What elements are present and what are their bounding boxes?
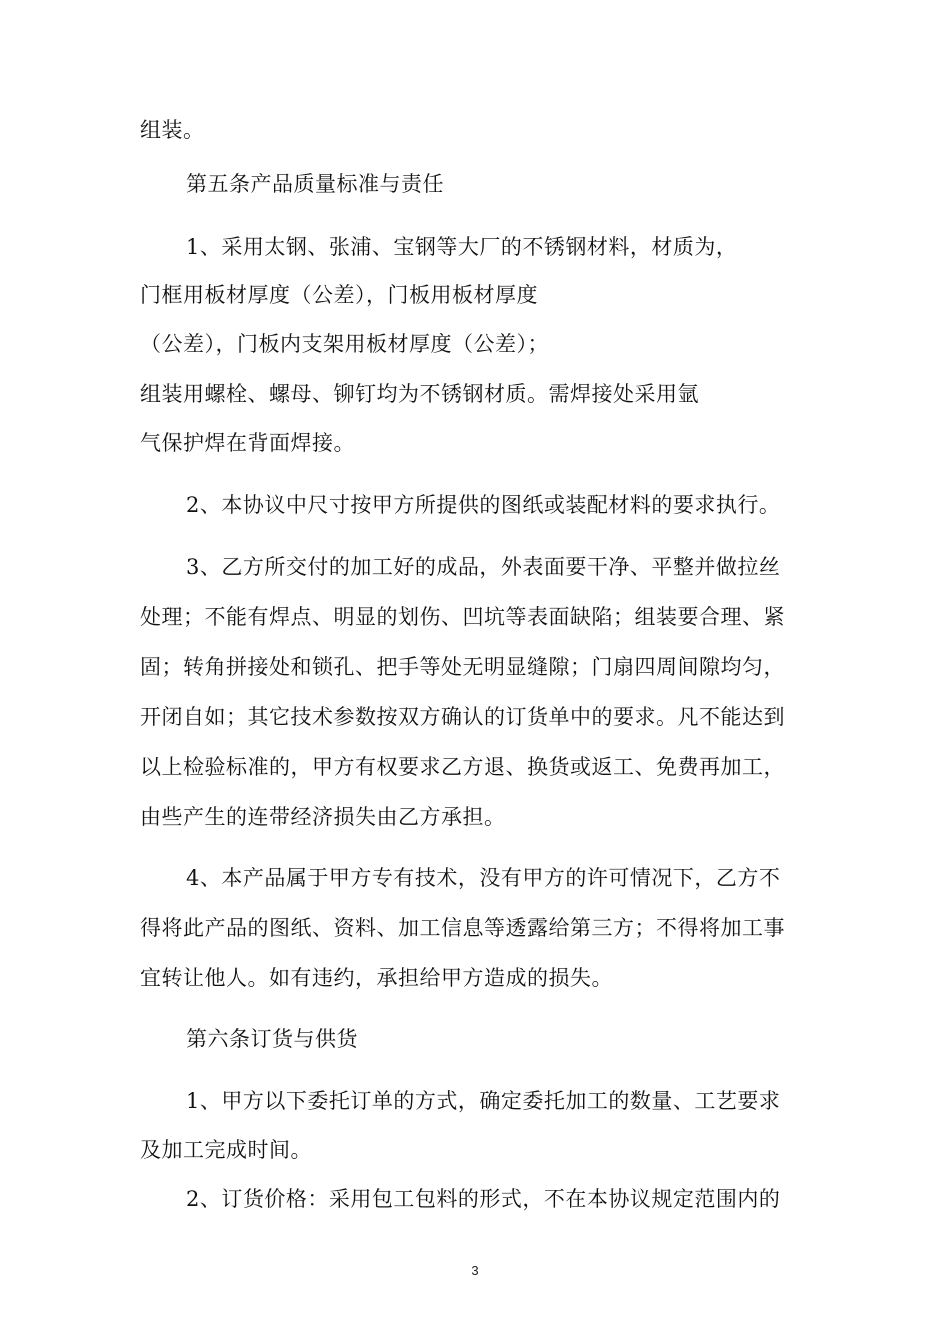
text-line: 气保护焊在背面焊接。	[140, 431, 355, 455]
text-line: 以上检验标准的，甲方有权要求乙方退、换货或返工、免费再加工，	[140, 755, 785, 779]
text-line: 及加工完成时间。	[140, 1138, 312, 1162]
text-line: 2、订货价格：采用包工包料的形式，不在本协议规定范围内的	[186, 1187, 781, 1211]
text-line: 宜转让他人。如有违约，承担给甲方造成的损失。	[140, 966, 613, 990]
section-heading: 第五条产品质量标准与责任	[186, 172, 444, 196]
section-heading: 第六条订货与供货	[186, 1027, 358, 1051]
text-line: 1、甲方以下委托订单的方式，确定委托加工的数量、工艺要求	[186, 1089, 781, 1113]
text-line: 门框用板材厚度（公差），门板用板材厚度	[140, 283, 538, 307]
text-line: 3、乙方所交付的加工好的成品，外表面要干净、平整并做拉丝	[186, 555, 781, 579]
text-line: 开闭自如；其它技术参数按双方确认的订货单中的要求。凡不能达到	[140, 705, 785, 729]
text-line: 处理；不能有焊点、明显的划伤、凹坑等表面缺陷；组装要合理、紧	[140, 605, 785, 629]
text-line: 4、本产品属于甲方专有技术，没有甲方的许可情况下，乙方不	[186, 866, 781, 890]
text-line: 固；转角拼接处和锁孔、把手等处无明显缝隙；门扇四周间隙均匀，	[140, 655, 785, 679]
text-line: 得将此产品的图纸、资料、加工信息等透露给第三方；不得将加工事	[140, 916, 785, 940]
text-line: 2、本协议中尺寸按甲方所提供的图纸或装配材料的要求执行。	[186, 493, 781, 517]
text-line: 组装。	[140, 118, 205, 142]
text-line: 1、采用太钢、张浦、宝钢等大厂的不锈钢材料，材质为，	[186, 235, 738, 259]
text-line: 组装用螺栓、螺母、铆钉均为不锈钢材质。需焊接处采用氩	[140, 382, 699, 406]
text-line: （公差），门板内支架用板材厚度（公差）；	[140, 332, 549, 356]
page-number: 3	[471, 1263, 479, 1278]
text-line: 由些产生的连带经济损失由乙方承担。	[140, 805, 506, 829]
